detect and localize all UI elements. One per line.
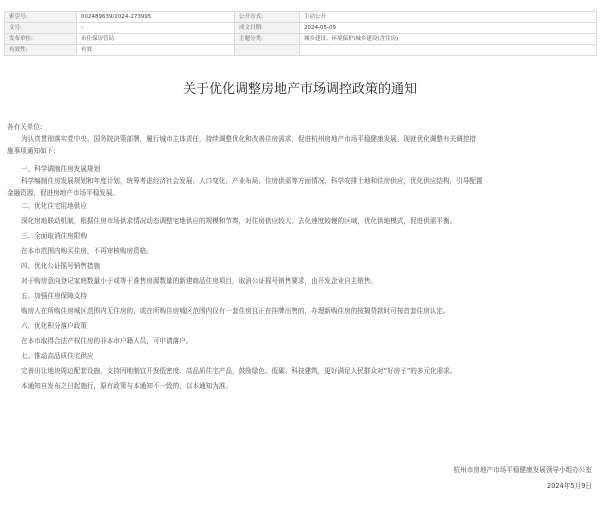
written-date-value: 2024-05-09 [300,23,597,34]
section-heading-7: 七、推动高品质住宅供应 [21,352,94,360]
publisher-label: 发布单位: [5,34,77,45]
topic-value: 城乡建设、环境保护\城乡建设(含住房) [300,34,597,45]
intro-paragraph-cont: 施事项通知如下: [7,147,56,155]
section-heading-1: 一、科学调制住房发展规划 [21,165,101,173]
signature-date: 2024年5月9日 [547,482,592,490]
doc-number-label: 文号: [5,23,77,34]
info-row-index [5,12,597,23]
salutation: 各有关单位: [7,123,43,131]
index-value: 002489639/2024-273995 [77,12,235,23]
page-title: 关于优化调整房地产市场调控政策的通知 [182,82,417,97]
section-text-7: 完善出让地块周边配套设施，支持因地制宜开发低密度、高品质住宅产品，鼓励绿色、低碳、科技建筑，更好满足人民群众对“好房子”的多元化需求。 [21,367,457,375]
info-row-doc-number [5,23,597,34]
section-heading-5: 五、加强住房保障支持 [21,292,87,300]
disclosure-label: 公开方式: [235,12,300,23]
section-text-3: 在本市范围内购买住房，不再审核购房资格。 [21,247,153,255]
empty-cell [235,45,300,56]
section-text-2: 深化房地联动机制，根据住房市场供求情况动态调整宅地供应的规模和节奏，对住房供应较大、去化速度较慢的区域，优化供地模式，促进供需平衡。 [21,217,457,225]
info-row-publisher [5,34,597,45]
index-label: 索引号: [5,12,77,23]
intro-paragraph: 为认真贯彻落实党中央、国务院决策部署，履行城市主体责任，持续调整优化和改善住房需求，促进杭州房地产市场平稳健康发展，现就优化调整有关调控措 [21,135,476,143]
info-row-validity [5,45,597,56]
section-heading-4: 四、优化公证摇号销售措施 [21,262,101,270]
section-text-1-cont: 金融资源，促进房地产市场平稳发展。 [7,189,120,197]
section-heading-2: 二、优化住宅用地供应 [21,202,87,210]
disclosure-value: 主动公开 [300,12,597,23]
written-date-label: 成文日期: [235,23,300,34]
section-text-5: 购房人在所购住房城区范围内无住房的，或在所购住房城区范围内仅有一套住房且正在挂牌出售的，办理新购住房的按揭贷款时可按首套住房认定。 [21,307,450,315]
info-table [4,11,597,56]
section-heading-3: 三、全面取消住房限购 [21,232,87,240]
section-heading-6: 六、优化积分落户政策 [21,322,87,330]
section-text-6: 在本市取得合法产权住房的非本市户籍人员，可申请落户。 [21,337,193,345]
doc-number-value: - [77,23,235,34]
empty-cell [300,45,597,56]
section-text-4: 对于购房意向登记家庭数量小于或等于准售房源数量的新建商品住房项目，取消公证摇号销售要求，由开发企业自主销售。 [21,277,378,285]
signature-org: 杭州市房地产市场平稳健康发展领导小组办公室 [453,466,592,474]
closing-paragraph: 本通知自发布之日起施行，原有政策与本通知不一致的，以本通知为准。 [21,382,232,390]
notice-body [7,121,593,394]
validity-label: 有效性: [5,45,77,56]
topic-label: 主题分类: [235,34,300,45]
section-text-1: 科学编制住房发展规划和年度计划，统筹考虑经济社会发展、人口变化、产业布局、住房供需等方面情况，科学安排土地和住房供应，优化供应结构，引导配置 [21,177,483,185]
publisher-value: 市住保房管局 [77,34,235,45]
validity-value: 有效 [77,45,235,56]
